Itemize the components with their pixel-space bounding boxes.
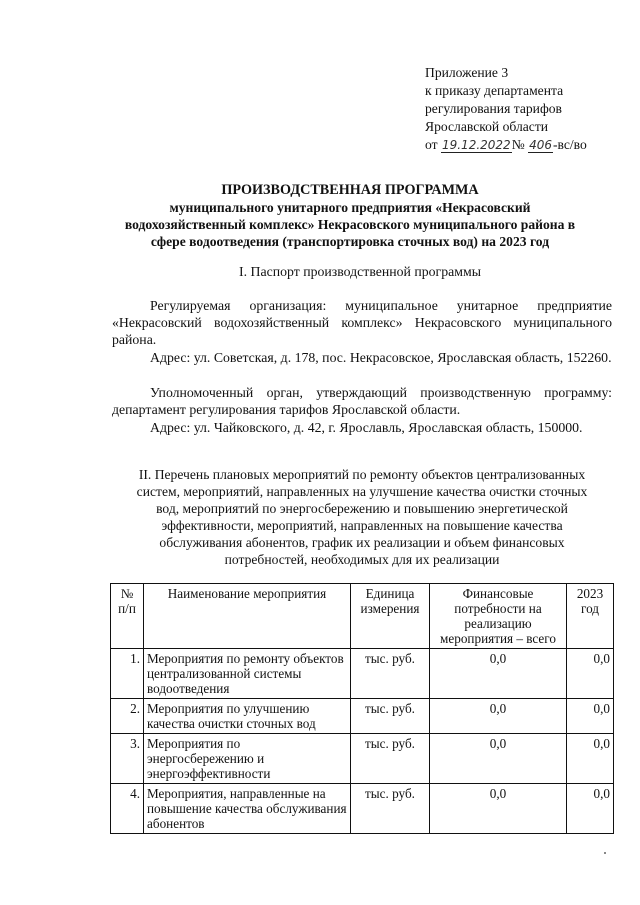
cell-unit: тыс. руб. [351,784,430,834]
cell-num: 2. [111,699,144,734]
cell-year: 0,0 [567,784,614,834]
annex-line: Ярославской области [425,119,549,134]
subtitle-line: водохозяйственный комплекс» Некрасовского муниципального района в [124,217,576,232]
cell-finance: 0,0 [430,699,567,734]
page-title: ПРОИЗВОДСТВЕННАЯ ПРОГРАММА [221,182,479,198]
section-line: обслуживания абонентов, график их реализации и объем финансовых [159,535,565,550]
cell-finance: 0,0 [430,784,567,834]
header-name: Наименование мероприятия [144,584,351,649]
table-row [111,699,614,734]
section-line: вод, мероприятий по энергосбережению и повышению энергетической [156,501,568,516]
from-label: от [425,137,438,152]
annex-date-number [425,136,587,154]
paragraph-authority [112,384,612,418]
subtitle-line: сфере водоотведения (транспортировка сточных вод) на 2023 год [150,234,550,249]
section-heading-measures [110,466,614,568]
handwritten-date: 19.12.2022 [441,138,511,152]
cell-finance: 0,0 [430,734,567,784]
section-line: систем, мероприятий, направленных на улучшение качества очистки сточных [136,484,588,499]
annex-line: регулирования тарифов [425,101,562,116]
cell-finance: 0,0 [430,649,567,699]
paragraph-text: Адрес: ул. Советская, д. 178, пос. Некрасовское, Ярославская область, 152260. [150,350,612,365]
cell-num: 3. [111,734,144,784]
table-header-row [111,584,614,649]
paragraph-organization [112,297,612,348]
table-row [111,734,614,784]
annex-line: Приложение 3 [425,65,509,80]
subtitle-line: муниципального унитарного предприятия «Некрасовский [169,200,531,215]
annex-line: к приказу департамента [425,83,564,98]
annex-block [425,64,587,154]
paragraph-text: Адрес: ул. Чайковского, д. 42, г. Ярославль, Ярославская область, 150000. [150,420,583,435]
cell-unit: тыс. руб. [351,649,430,699]
cell-name: Мероприятия по энергосбережению и энергоэффективности [144,734,351,784]
section-line: потребностей, необходимых для их реализации [224,552,500,567]
section-line: эффективности, мероприятий, направленных на повышение качества [161,518,563,533]
scan-dot [604,852,606,854]
measures-table [110,583,614,834]
cell-year: 0,0 [567,734,614,784]
header-year: 2023 год [567,584,614,649]
cell-num: 1. [111,649,144,699]
cell-name: Мероприятия, направленные на повышение качества обслуживания абонентов [144,784,351,834]
paragraph-text: Регулируемая организация: муниципальное унитарное предприятие «Некрасовский водохозяйственный комплекс» Некрасовского муниципального района. [112,298,612,347]
section-heading-passport: I. Паспорт производственной программы [239,264,481,279]
section-line: II. Перечень плановых мероприятий по ремонту объектов централизованных [138,467,586,482]
paragraph-address [112,349,612,366]
header-unit: Единица измерения [351,584,430,649]
cell-name: Мероприятия по ремонту объектов централизованной системы водоотведения [144,649,351,699]
cell-year: 0,0 [567,699,614,734]
cell-year: 0,0 [567,649,614,699]
table-row [111,649,614,699]
number-label: № [511,137,525,152]
number-suffix: -вс/во [552,137,587,152]
header-num: № п/п [111,584,144,649]
paragraph-text: Уполномоченный орган, утверждающий производственную программу: департамент регулирования тарифов Ярославской области. [112,385,612,417]
paragraph-authority-address [112,419,612,436]
cell-name: Мероприятия по улучшению качества очистки сточных вод [144,699,351,734]
table-row [111,784,614,834]
cell-unit: тыс. руб. [351,734,430,784]
cell-unit: тыс. руб. [351,699,430,734]
header-finance: Финансовые потребности на реализацию мероприятия – всего [430,584,567,649]
handwritten-number: 406 [529,138,552,152]
cell-num: 4. [111,784,144,834]
